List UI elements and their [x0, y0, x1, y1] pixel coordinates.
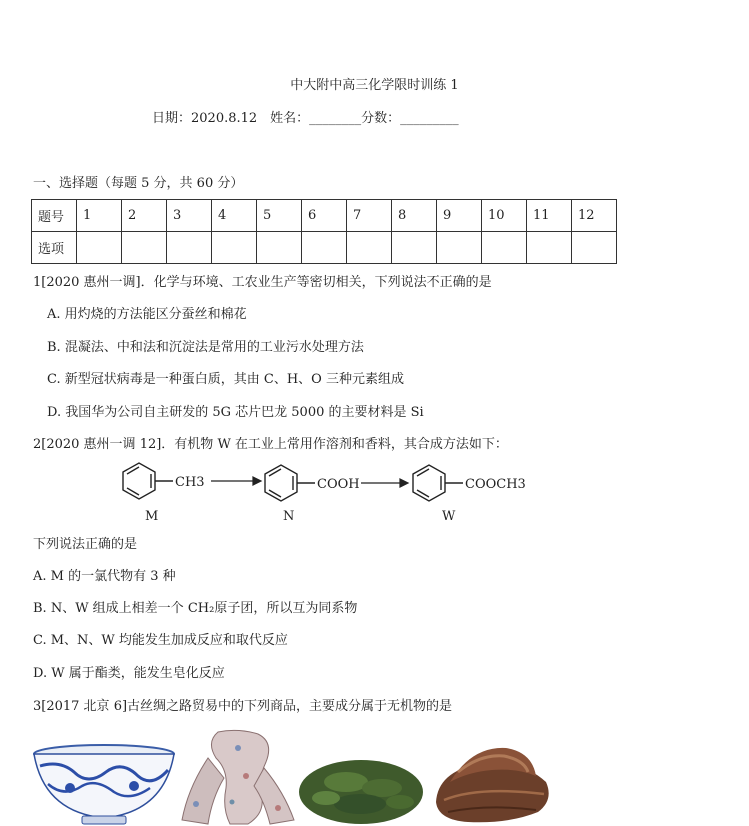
question-1-option-c: C. 新型冠状病毒是一种蛋白质，其由 C、H、O 三种元素组成 — [47, 372, 404, 387]
question-3-stem: 3[2017 北京 6]古丝绸之路贸易中的下列商品，主要成分属于无机物的是 — [33, 699, 453, 714]
question-2-option-d: D. W 属于酯类，能发生皂化反应 — [33, 666, 225, 681]
question-1-option-d: D. 我国华为公司自主研发的 5G 芯片巴龙 5000 的主要材料是 Si — [47, 405, 424, 420]
date-name-score-line: 日期：2020.8.12 姓名：________分数：_________ — [152, 111, 459, 126]
benzene-ring-m — [123, 463, 173, 499]
page-title: 中大附中高三化学限时训练 1 — [290, 78, 459, 93]
question-2-option-a: A. M 的一氯代物有 3 种 — [33, 569, 176, 584]
porcelain-bowl-image — [30, 742, 178, 826]
table-number-cell: 3 — [167, 200, 212, 232]
tea-leaves-image — [296, 742, 426, 826]
question-2-stem: 2[2020 惠州一调 12]．有机物 W 在工业上常用作溶剂和香料，其合成方法如下： — [33, 437, 508, 452]
table-number-cell: 12 — [572, 200, 617, 232]
lingzhi-mushroom-image — [428, 742, 558, 826]
answer-cell[interactable] — [392, 232, 437, 264]
table-number-cell: 10 — [482, 200, 527, 232]
answer-table — [31, 199, 617, 264]
silk-scarf-image — [178, 728, 298, 826]
answer-cell[interactable] — [122, 232, 167, 264]
section-heading: 一、选择题（每题 5 分，共 60 分） — [33, 176, 244, 191]
answer-table-number-row — [32, 200, 617, 232]
table-number-cell: 5 — [257, 200, 302, 232]
product-image-row — [0, 728, 749, 826]
question-2-intro: 下列说法正确的是 — [33, 537, 138, 552]
w-substituent: COOCH3 — [465, 477, 526, 492]
table-number-cell: 11 — [527, 200, 572, 232]
answer-cell[interactable] — [347, 232, 392, 264]
answer-cell[interactable] — [77, 232, 122, 264]
benzene-ring-w — [413, 465, 463, 501]
table-number-cell: 6 — [302, 200, 347, 232]
question-1-option-b: B. 混凝法、中和法和沉淀法是常用的工业污水处理方法 — [47, 340, 364, 355]
table-number-cell: 7 — [347, 200, 392, 232]
benzene-ring-n — [265, 465, 315, 501]
answer-cell[interactable] — [302, 232, 347, 264]
table-number-cell: 2 — [122, 200, 167, 232]
synthesis-scheme — [115, 460, 535, 524]
question-1-stem: 1[2020 惠州一调]．化学与环境、工农业生产等密切相关，下列说法不正确的是 — [33, 275, 492, 290]
answer-cell[interactable] — [482, 232, 527, 264]
answer-cell[interactable] — [257, 232, 302, 264]
answer-cell[interactable] — [212, 232, 257, 264]
table-number-cell: 8 — [392, 200, 437, 232]
answer-cell[interactable] — [437, 232, 482, 264]
question-1-option-a: A. 用灼烧的方法能区分蚕丝和棉花 — [47, 307, 247, 322]
w-label: W — [442, 509, 456, 524]
answer-cell[interactable] — [527, 232, 572, 264]
m-label: M — [145, 509, 159, 524]
table-header-answer: 选项 — [32, 232, 77, 264]
table-number-cell: 1 — [77, 200, 122, 232]
reaction-arrow-2 — [361, 479, 408, 487]
m-substituent: CH3 — [175, 475, 205, 490]
n-substituent: COOH — [317, 477, 360, 492]
n-label: N — [283, 509, 295, 524]
table-number-cell: 9 — [437, 200, 482, 232]
reaction-arrow-1 — [211, 477, 261, 485]
answer-cell[interactable] — [167, 232, 212, 264]
table-number-cell: 4 — [212, 200, 257, 232]
answer-cell[interactable] — [572, 232, 617, 264]
question-2-option-c: C. M、N、W 均能发生加成反应和取代反应 — [33, 633, 288, 648]
answer-table-answer-row — [32, 232, 617, 264]
table-header-number: 题号 — [32, 200, 77, 232]
question-2-option-b: B. N、W 组成上相差一个 CH₂原子团，所以互为同系物 — [33, 601, 358, 616]
